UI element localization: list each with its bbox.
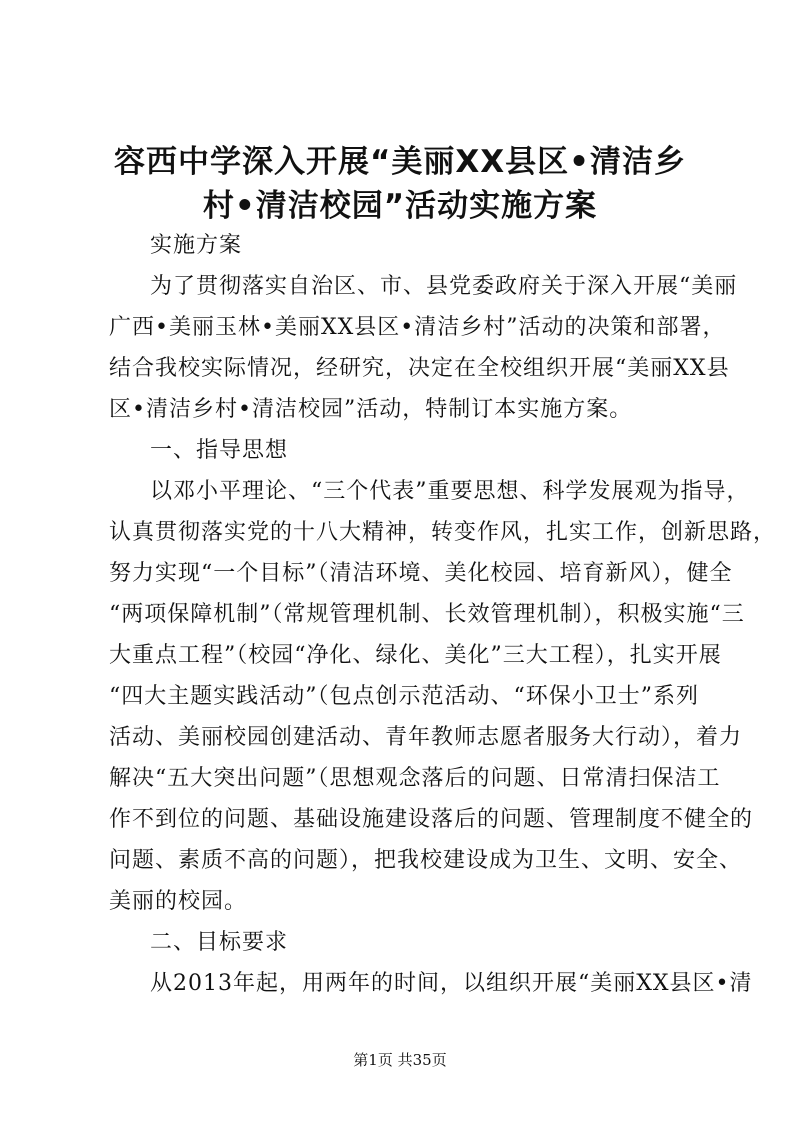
paragraph-line: 问题、素质不高的问题），把我校建设成为卫生、文明、安全、 — [109, 848, 743, 873]
paragraph-line: 以邓小平理论、“三个代表”重要思想、科学发展观为指导， — [150, 479, 750, 504]
paragraph-line: 解决“五大突出问题”（思想观念落后的问题、日常清扫保洁工 — [109, 766, 721, 791]
section-heading: 一、指导思想 — [150, 438, 289, 463]
paragraph-line: 作不到位的问题、基础设施建设落后的问题、管理制度不健全的 — [109, 807, 754, 832]
paragraph-line: 活动、美丽校园创建活动、青年教师志愿者服务大行动），着力 — [109, 725, 743, 750]
paragraph-line: 广西•美丽玉林•美丽XX县区•清洁乡村”活动的决策和部署， — [109, 315, 726, 340]
document-title-line-2: 村•清洁校园”活动实施方案 — [202, 188, 598, 224]
paragraph-line: “两项保障机制”（常规管理机制、长效管理机制），积极实施“三 — [109, 602, 745, 627]
page-number-footer: 第1页 共35页 — [353, 1051, 447, 1069]
paragraph-line: 美丽的校园。 — [109, 889, 248, 914]
paragraph-line: 大重点工程”（校园“净化、绿化、美化”三大工程），扎实开展 — [109, 643, 722, 668]
paragraph-line: 努力实现“一个目标”（清洁环境、美化校园、培育新风），健全 — [109, 561, 733, 586]
paragraph-line: 认真贯彻落实党的十八大精神，转变作风，扎实工作，创新思路， — [109, 520, 777, 545]
paragraph-line: 区•清洁乡村•清洁校园”活动，特制订本实施方案。 — [109, 397, 633, 422]
section-label: 实施方案 — [150, 233, 243, 258]
document-title-line-1: 容西中学深入开展“美丽XX县区•清洁乡 — [114, 144, 686, 180]
section-heading: 二、目标要求 — [150, 930, 289, 955]
paragraph-line: 结合我校实际情况，经研究，决定在全校组织开展“美丽XX县 — [109, 356, 730, 381]
paragraph-line: 为了贯彻落实自治区、市、县党委政府关于深入开展“美丽 — [150, 274, 738, 299]
paragraph-line: 从2013年起，用两年的时间，以组织开展“美丽XX县区•清 — [150, 971, 753, 996]
paragraph-line: “四大主题实践活动”（包点创示范活动、“环保小卫士”系列 — [109, 684, 699, 709]
